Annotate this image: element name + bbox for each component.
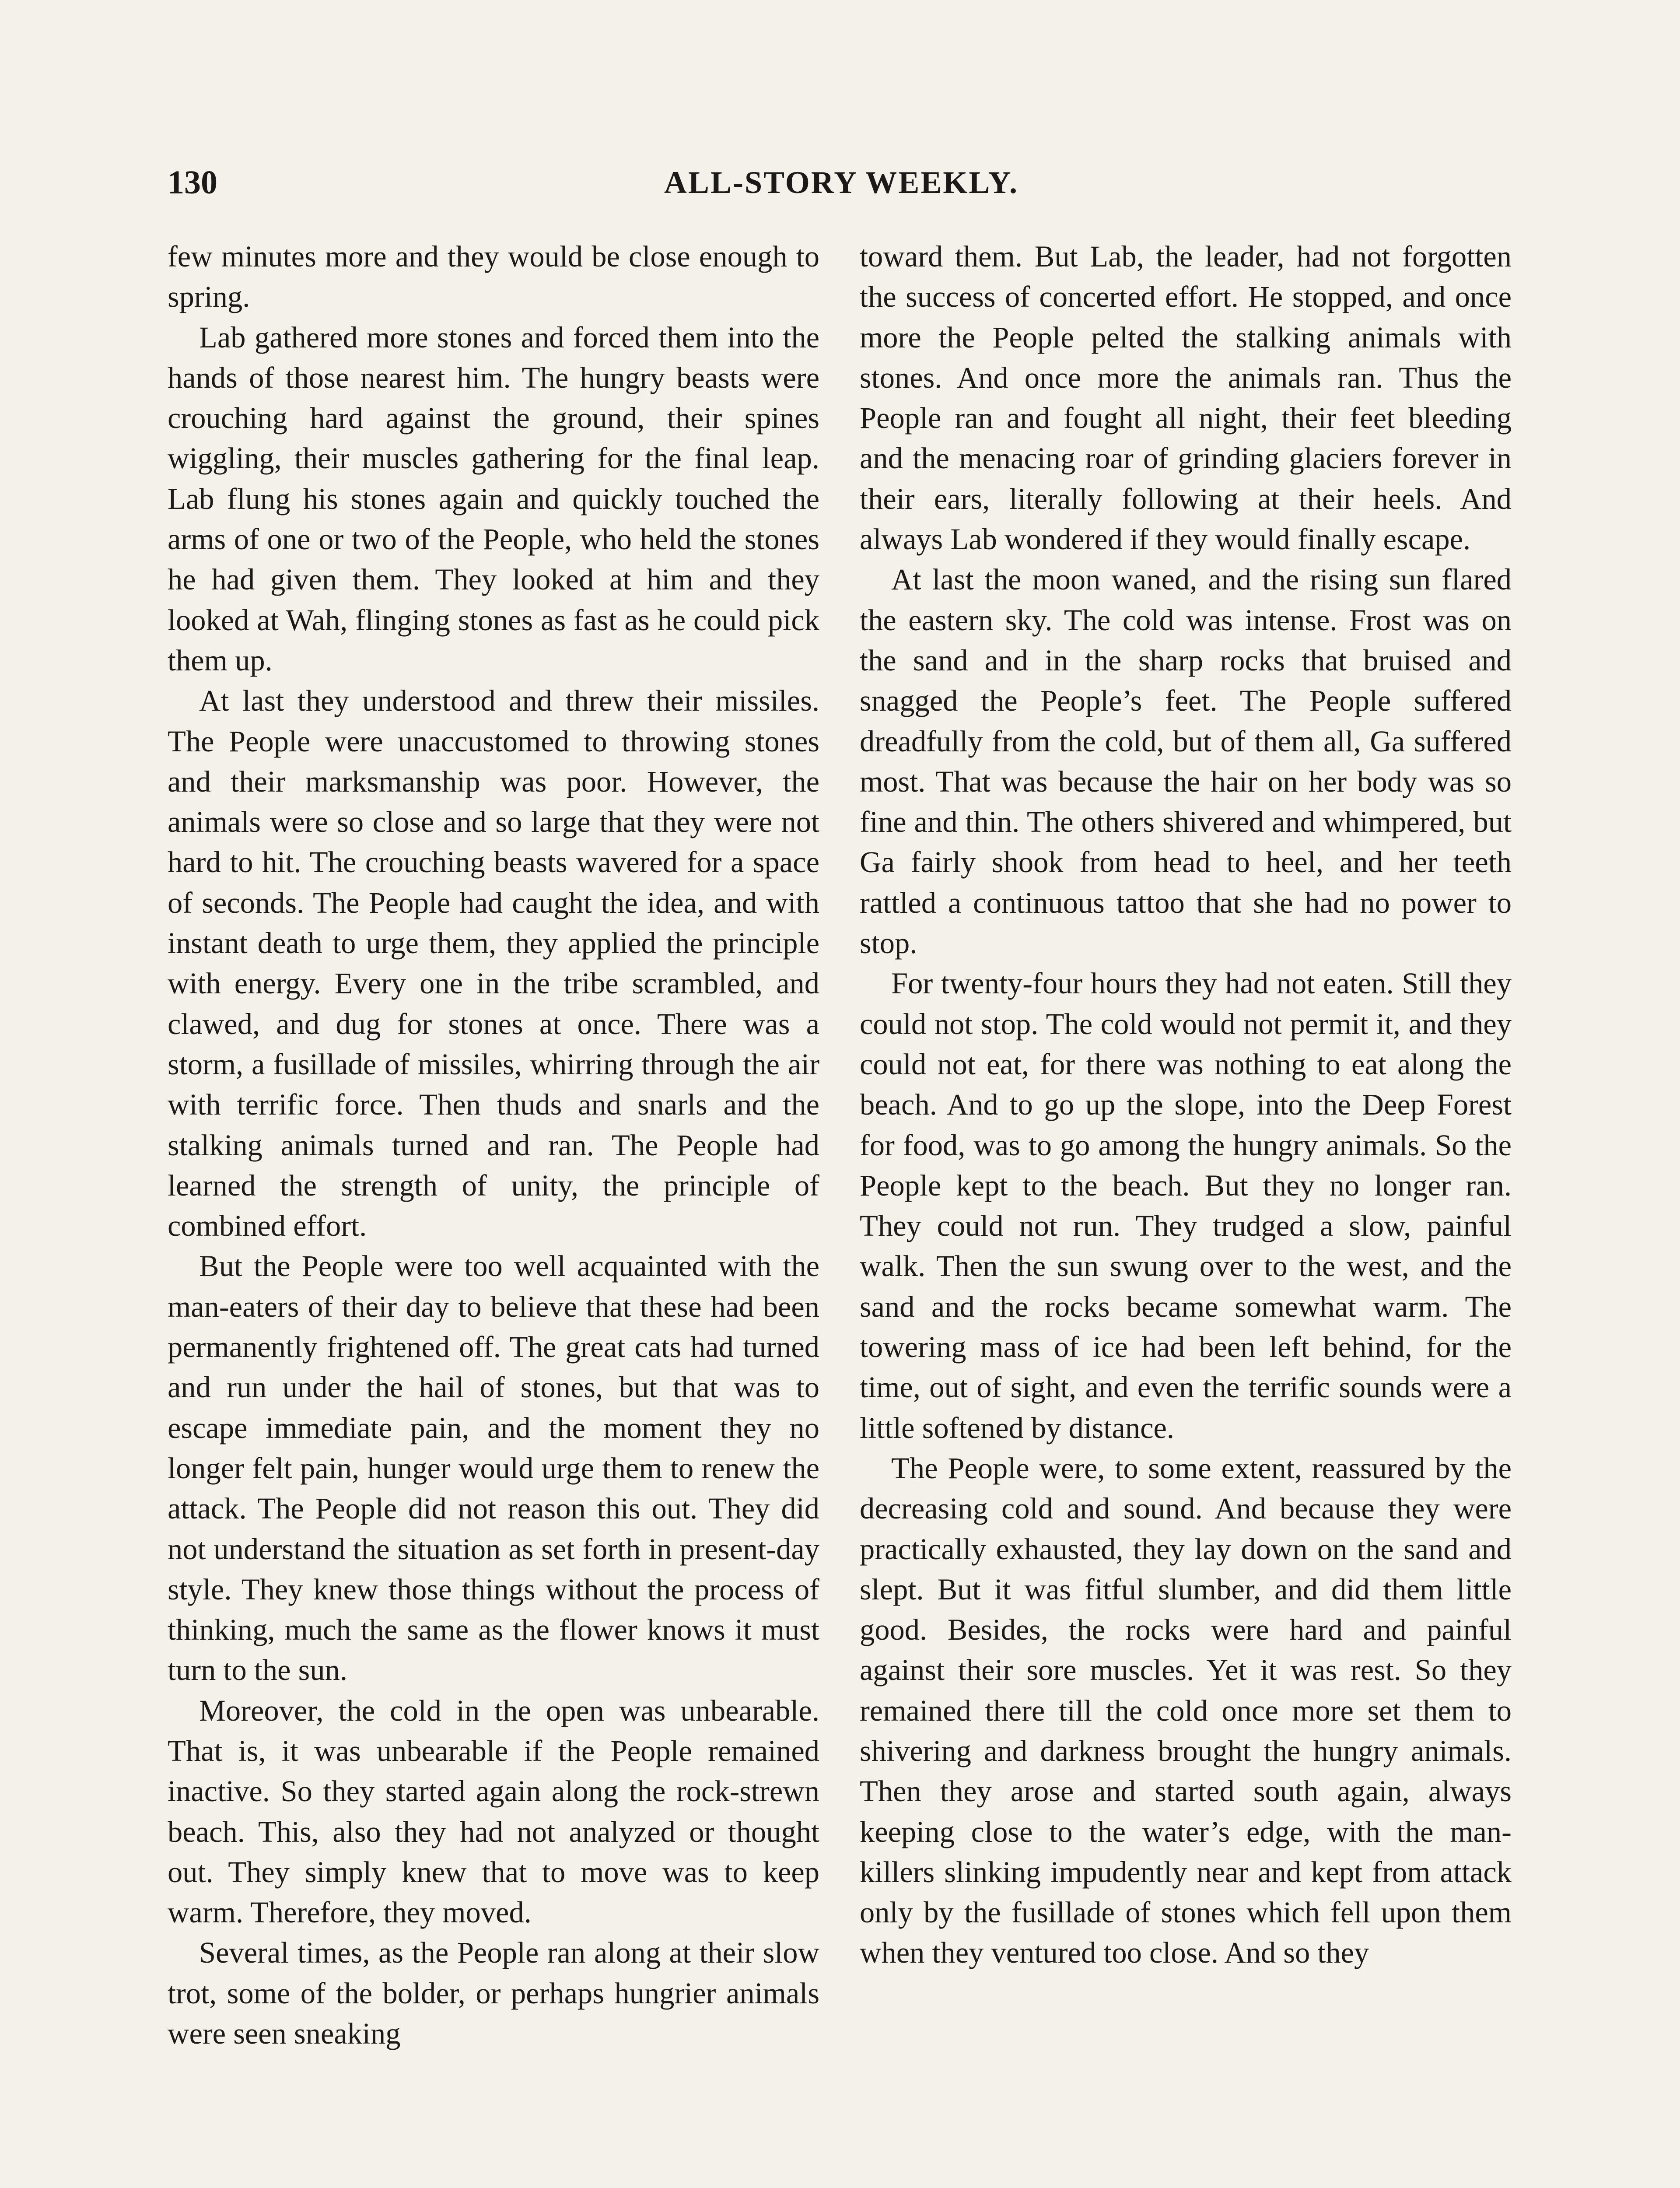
paragraph: few minutes more and they would be close enough to spring. [168, 240, 819, 314]
paragraph: toward them. But Lab, the leader, had not forgotten the success of concerted effort. He stopped, and once more the People pelted the stalking animals with stones. And once more the animals ran. Thus the People ran and fought all night, their feet bleeding and the menacing roar of grinding glaciers forever in their ears, literally following at their heels. And always Lab wondered if they would finally escape. [860, 240, 1512, 556]
paragraph: At last the moon waned, and the rising sun flared the eastern sky. The cold was intense. Frost was on the sand and in the sharp rocks that bruised and snagged the People’s feet. The People suffered dreadfully from the cold, but of them all, Ga suffered most. That was because the hair on her body was so fine and thin. The others shivered and whimpered, but Ga fairly shook from head to heel, and her teeth rattled a continuous tattoo that she had no power to stop. [860, 563, 1512, 960]
right-column [860, 236, 1512, 1973]
paragraph: The People were, to some extent, reassured by the decreasing cold and sound. And because they were practically exhausted, they lay down on the sand and slept. But it was fitful slumber, and did them little good. Besides, the rocks were hard and painful against their sore muscles. Yet it was rest. So they remained there till the cold once more set them to shivering and darkness brought the hungry animals. Then they arose and started south again, always keeping close to the water’s edge, with the man-killers slinking impudently near and kept from attack only by the fusillade of stones which fell upon them when they ventured too close. And so they [860, 1451, 1512, 1970]
page-number: 130 [168, 164, 217, 201]
paragraph: At last they understood and threw their missiles. The People were unaccustomed to throwing stones and their marksmanship was poor. However, the animals were so close and so large that they were not hard to hit. The crouching beasts wavered for a space of seconds. The People had caught the idea, and with instant death to urge them, they applied the principle with energy. Every one in the tribe scrambled, and clawed, and dug for stones at once. There was a storm, a fusillade of missiles, whirring through the air with terrific force. Then thuds and snarls and the stalking animals turned and ran. The People had learned the strength of unity, the principle of combined effort. [168, 684, 819, 1243]
left-column [168, 236, 819, 2054]
running-title: ALL-STORY WEEKLY. [664, 165, 1019, 200]
paragraph: Several times, as the People ran along at their slow trot, some of the bolder, or perhaps hungrier animals were seen sneaking [168, 1936, 819, 2051]
paragraph: Lab gathered more stones and forced them into the hands of those nearest him. The hungry beasts were crouching hard against the ground, their spines wiggling, their muscles gathering for the final leap. Lab flung his stones again and quickly touched the arms of one or two of the People, who held the stones he had given them. They looked at him and they looked at Wah, flinging stones as fast as he could pick them up. [168, 320, 819, 677]
paragraph: For twenty-four hours they had not eaten. Still they could not stop. The cold would not permit it, and they could not eat, for there was nothing to eat along the beach. And to go up the slope, into the Deep Forest for food, was to go among the hungry animals. So the People kept to the beach. But they no longer ran. They could not run. They trudged a slow, painful walk. Then the sun swung over to the west, and the sand and the rocks became somewhat warm. The towering mass of ice had been left behind, for the time, out of sight, and even the terrific sounds were a little softened by distance. [860, 967, 1512, 1445]
paragraph: Moreover, the cold in the open was unbearable. That is, it was unbearable if the People remained inactive. So they started again along the rock-strewn beach. This, also they had not analyzed or thought out. They simply knew that to move was to keep warm. Therefore, they moved. [168, 1694, 819, 1929]
page-header [168, 158, 1515, 207]
paragraph: But the People were too well acquainted with the man-eaters of their day to believe that these had been permanently frightened off. The great cats had turned and run under the hail of stones, but that was to escape immediate pain, and the moment they no longer felt pain, hunger would urge them to renew the attack. The People did not reason this out. They did not understand the situation as set forth in present-day style. They knew those things without the process of thinking, much the same as the flower knows it must turn to the sun. [168, 1249, 819, 1687]
